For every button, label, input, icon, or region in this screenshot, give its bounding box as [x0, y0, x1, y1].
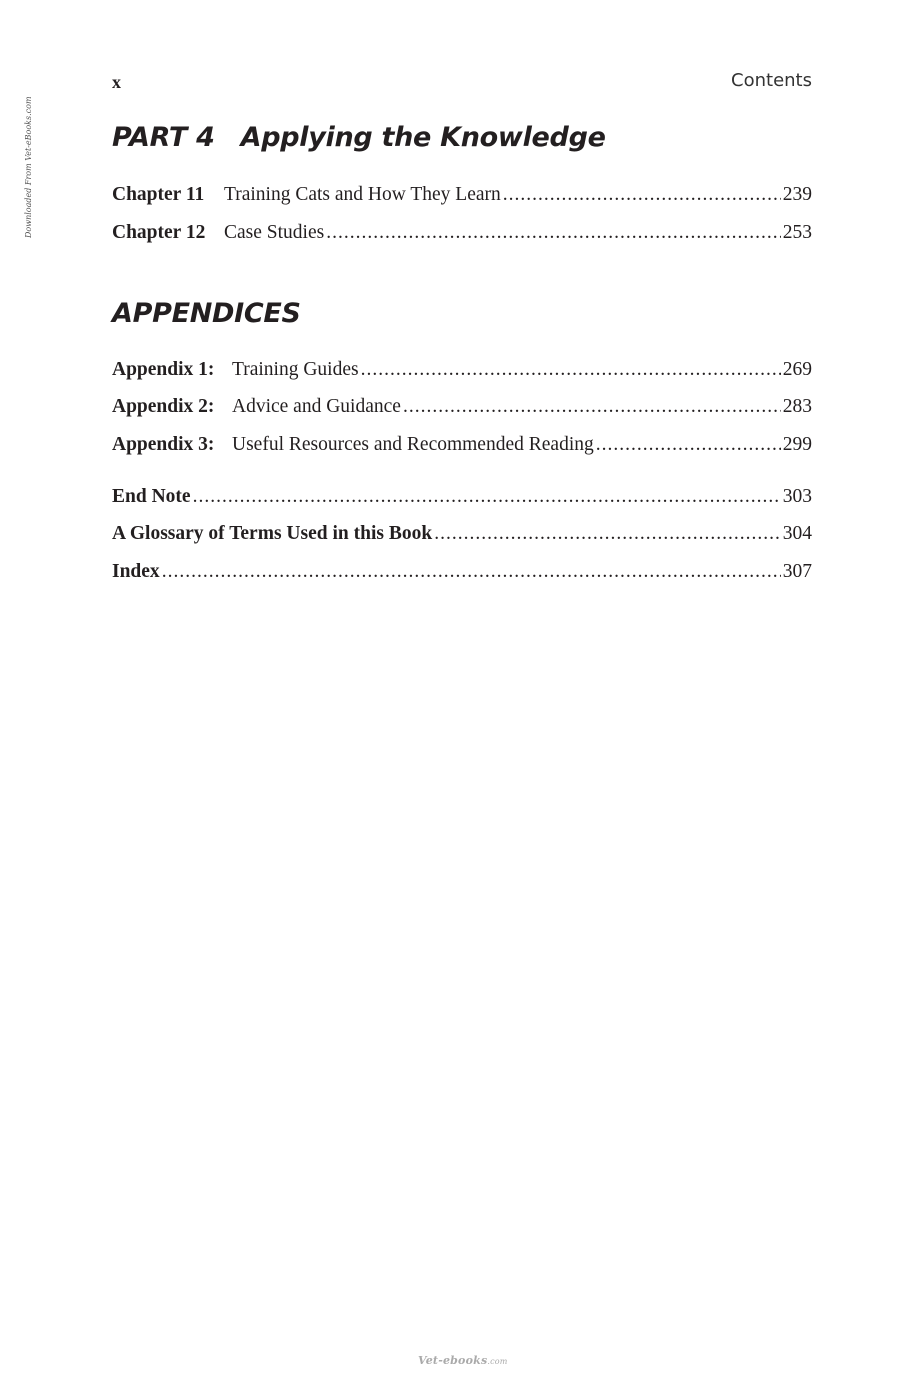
dot-leader — [361, 358, 781, 382]
back-matter-label: Index — [112, 561, 160, 582]
part-heading — [112, 122, 606, 153]
appendix-label: Appendix 2: — [112, 396, 215, 417]
appendix-label: Appendix 3: — [112, 434, 215, 455]
side-watermark: Downloaded From Vet-eBooks.com — [24, 96, 33, 238]
appendices-heading: APPENDICES — [112, 298, 301, 329]
toc-row-glossary[interactable] — [112, 522, 812, 546]
page-ref: 299 — [782, 434, 812, 455]
toc-row-appendix-3[interactable] — [112, 433, 812, 457]
dot-leader — [162, 560, 781, 584]
page-ref: 239 — [782, 184, 812, 205]
toc-row-appendix-1[interactable] — [112, 358, 812, 382]
dot-leader — [403, 395, 781, 419]
page-ref: 303 — [782, 486, 812, 507]
toc-row-index[interactable] — [112, 560, 812, 584]
footer-logo-text: Vet-ebooks — [418, 1354, 488, 1367]
dot-leader — [193, 485, 781, 509]
footer-logo-suffix: .com — [487, 1357, 508, 1366]
toc-row-end-note[interactable] — [112, 485, 812, 509]
page-ref: 253 — [782, 222, 812, 243]
toc-row-appendix-2[interactable] — [112, 395, 812, 419]
chapter-label: Chapter 11 — [112, 184, 205, 205]
page-ref: 269 — [782, 359, 812, 380]
dot-leader — [434, 522, 781, 546]
dot-leader — [503, 183, 781, 207]
appendix-title: Training Guides — [232, 359, 359, 380]
toc-row-chapter-12[interactable] — [112, 221, 812, 245]
page-ref: 307 — [782, 561, 812, 582]
footer-logo — [418, 1354, 508, 1367]
appendix-title: Advice and Guidance — [232, 396, 401, 417]
back-matter-label: End Note — [112, 486, 191, 507]
page-ref: 304 — [782, 523, 812, 544]
back-matter-label: A Glossary of Terms Used in this Book — [112, 523, 433, 544]
running-head: Contents — [731, 70, 812, 91]
dot-leader — [596, 433, 781, 457]
toc-row-chapter-11[interactable] — [112, 183, 812, 207]
appendix-label: Appendix 1: — [112, 359, 215, 380]
chapter-title: Case Studies — [224, 222, 325, 243]
appendix-title: Useful Resources and Recommended Reading — [232, 434, 594, 455]
chapter-title: Training Cats and How They Learn — [224, 184, 501, 205]
dot-leader — [326, 221, 781, 245]
page-number: x — [112, 72, 121, 92]
part-title: Applying the Knowledge — [240, 122, 606, 153]
page-ref: 283 — [782, 396, 812, 417]
part-label: PART 4 — [112, 122, 215, 153]
chapter-label: Chapter 12 — [112, 222, 206, 243]
